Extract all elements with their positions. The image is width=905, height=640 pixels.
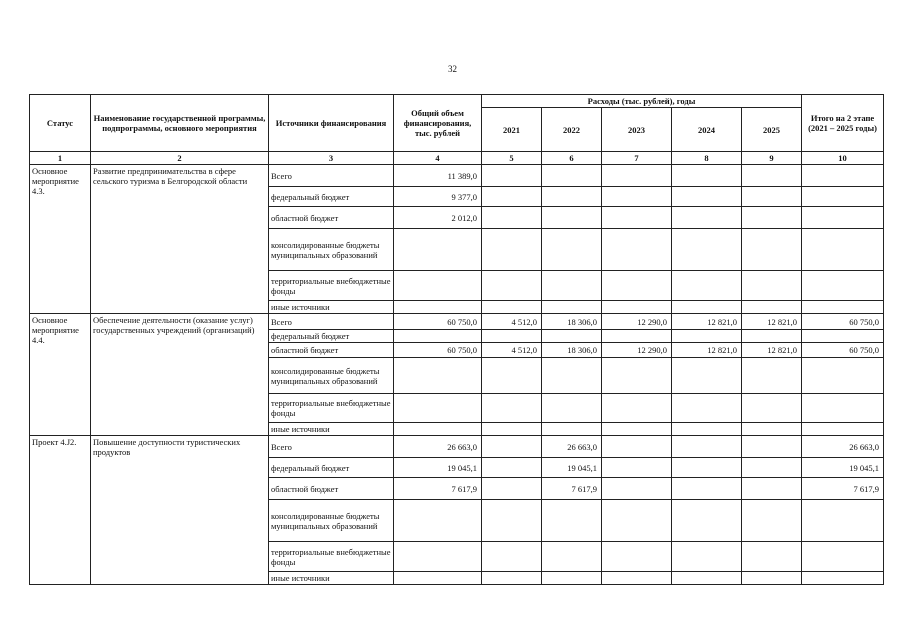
- value-cell: [482, 572, 542, 585]
- value-cell: [542, 301, 602, 314]
- block-status: Основное мероприятие 4.3.: [30, 165, 91, 314]
- value-cell: [542, 207, 602, 229]
- itogo-cell: [802, 187, 884, 207]
- value-cell: [602, 165, 672, 187]
- value-cell: [482, 165, 542, 187]
- column-number: 2: [91, 152, 269, 165]
- total-cell: 60 750,0: [394, 343, 482, 358]
- value-cell: [602, 271, 672, 301]
- source-cell: территориальные внебюджетные фонды: [269, 271, 394, 301]
- value-cell: 12 821,0: [742, 343, 802, 358]
- block-status: Проект 4.J2.: [30, 436, 91, 585]
- value-cell: [602, 572, 672, 585]
- value-cell: [602, 423, 672, 436]
- value-cell: [542, 394, 602, 423]
- source-cell: территориальные внебюджетные фонды: [269, 542, 394, 572]
- itogo-cell: [802, 423, 884, 436]
- value-cell: [482, 330, 542, 343]
- value-cell: 7 617,9: [542, 478, 602, 500]
- value-cell: [482, 207, 542, 229]
- itogo-cell: 60 750,0: [802, 343, 884, 358]
- column-number: 4: [394, 152, 482, 165]
- itogo-cell: [802, 207, 884, 229]
- total-cell: 26 663,0: [394, 436, 482, 458]
- total-cell: [394, 423, 482, 436]
- value-cell: [482, 394, 542, 423]
- value-cell: [602, 358, 672, 394]
- header-itogo: Итого на 2 этапе (2021 – 2025 годы): [802, 95, 884, 152]
- source-cell: консолидированные бюджеты муниципальных образований: [269, 358, 394, 394]
- itogo-cell: [802, 301, 884, 314]
- value-cell: [542, 572, 602, 585]
- block-4-3: [30, 165, 884, 314]
- value-cell: [672, 207, 742, 229]
- table-header: [30, 95, 884, 165]
- header-year: 2021: [482, 108, 542, 152]
- value-cell: [672, 572, 742, 585]
- header-year: 2022: [542, 108, 602, 152]
- value-cell: [672, 301, 742, 314]
- value-cell: [542, 423, 602, 436]
- value-cell: [602, 301, 672, 314]
- financing-table: [29, 94, 884, 585]
- value-cell: [672, 423, 742, 436]
- source-cell: иные источники: [269, 301, 394, 314]
- header-year: 2025: [742, 108, 802, 152]
- source-cell: федеральный бюджет: [269, 187, 394, 207]
- source-cell: федеральный бюджет: [269, 330, 394, 343]
- value-cell: [672, 271, 742, 301]
- value-cell: [602, 394, 672, 423]
- value-cell: [672, 229, 742, 271]
- value-cell: [672, 187, 742, 207]
- value-cell: [482, 542, 542, 572]
- column-number: 8: [672, 152, 742, 165]
- value-cell: [742, 207, 802, 229]
- value-cell: [742, 229, 802, 271]
- source-cell: Всего: [269, 314, 394, 330]
- value-cell: 4 512,0: [482, 314, 542, 330]
- block-name: Повышение доступности туристических продуктов: [91, 436, 269, 585]
- value-cell: [742, 542, 802, 572]
- value-cell: [672, 394, 742, 423]
- source-cell: областной бюджет: [269, 207, 394, 229]
- source-cell: областной бюджет: [269, 343, 394, 358]
- value-cell: [742, 271, 802, 301]
- total-cell: [394, 358, 482, 394]
- value-cell: [742, 330, 802, 343]
- value-cell: [482, 229, 542, 271]
- header-name: Наименование государственной программы, подпрограммы, основного мероприятия: [91, 95, 269, 152]
- column-number: 1: [30, 152, 91, 165]
- value-cell: [672, 542, 742, 572]
- value-cell: 18 306,0: [542, 343, 602, 358]
- total-cell: [394, 394, 482, 423]
- value-cell: [742, 500, 802, 542]
- value-cell: [742, 301, 802, 314]
- value-cell: 12 821,0: [672, 314, 742, 330]
- page-number: 32: [448, 64, 457, 74]
- itogo-cell: [802, 358, 884, 394]
- header-expenses: Расходы (тыс. рублей), годы: [482, 95, 802, 108]
- value-cell: [602, 330, 672, 343]
- source-cell: иные источники: [269, 423, 394, 436]
- value-cell: [602, 478, 672, 500]
- value-cell: [672, 358, 742, 394]
- source-cell: иные источники: [269, 572, 394, 585]
- value-cell: [672, 165, 742, 187]
- value-cell: [542, 271, 602, 301]
- header-year: 2024: [672, 108, 742, 152]
- value-cell: [542, 229, 602, 271]
- value-cell: [672, 330, 742, 343]
- itogo-cell: 7 617,9: [802, 478, 884, 500]
- column-number: 6: [542, 152, 602, 165]
- value-cell: [482, 478, 542, 500]
- column-number: 10: [802, 152, 884, 165]
- value-cell: 18 306,0: [542, 314, 602, 330]
- value-cell: [742, 394, 802, 423]
- total-cell: [394, 330, 482, 343]
- itogo-cell: [802, 165, 884, 187]
- total-cell: 60 750,0: [394, 314, 482, 330]
- itogo-cell: [802, 271, 884, 301]
- total-cell: 9 377,0: [394, 187, 482, 207]
- source-cell: Всего: [269, 436, 394, 458]
- value-cell: [602, 207, 672, 229]
- itogo-cell: [802, 542, 884, 572]
- value-cell: [742, 458, 802, 478]
- value-cell: [482, 358, 542, 394]
- table-row: [30, 165, 884, 187]
- column-number: 3: [269, 152, 394, 165]
- value-cell: 4 512,0: [482, 343, 542, 358]
- itogo-cell: 26 663,0: [802, 436, 884, 458]
- column-number: 9: [742, 152, 802, 165]
- source-cell: федеральный бюджет: [269, 458, 394, 478]
- value-cell: [482, 500, 542, 542]
- total-cell: 2 012,0: [394, 207, 482, 229]
- value-cell: [482, 301, 542, 314]
- header-status: Статус: [30, 95, 91, 152]
- total-cell: [394, 500, 482, 542]
- total-cell: 11 389,0: [394, 165, 482, 187]
- itogo-cell: [802, 394, 884, 423]
- value-cell: [482, 187, 542, 207]
- itogo-cell: [802, 500, 884, 542]
- block-4-4: [30, 314, 884, 436]
- value-cell: [542, 187, 602, 207]
- block-status: Основное мероприятие 4.4.: [30, 314, 91, 436]
- total-cell: [394, 229, 482, 271]
- column-number: 5: [482, 152, 542, 165]
- value-cell: [542, 358, 602, 394]
- value-cell: [542, 500, 602, 542]
- value-cell: [672, 500, 742, 542]
- value-cell: [742, 358, 802, 394]
- header-sources: Источники финансирования: [269, 95, 394, 152]
- source-cell: консолидированные бюджеты муниципальных образований: [269, 229, 394, 271]
- column-number: 7: [602, 152, 672, 165]
- value-cell: 12 821,0: [742, 314, 802, 330]
- value-cell: [742, 436, 802, 458]
- value-cell: [742, 423, 802, 436]
- value-cell: [602, 229, 672, 271]
- value-cell: 12 290,0: [602, 343, 672, 358]
- total-cell: 19 045,1: [394, 458, 482, 478]
- itogo-cell: 60 750,0: [802, 314, 884, 330]
- total-cell: 7 617,9: [394, 478, 482, 500]
- value-cell: [602, 458, 672, 478]
- value-cell: [742, 187, 802, 207]
- value-cell: [542, 330, 602, 343]
- value-cell: [602, 436, 672, 458]
- source-cell: Всего: [269, 165, 394, 187]
- value-cell: [482, 436, 542, 458]
- value-cell: [672, 458, 742, 478]
- source-cell: консолидированные бюджеты муниципальных образований: [269, 500, 394, 542]
- value-cell: [482, 458, 542, 478]
- itogo-cell: [802, 229, 884, 271]
- itogo-cell: 19 045,1: [802, 458, 884, 478]
- total-cell: [394, 572, 482, 585]
- table-row: [30, 436, 884, 458]
- value-cell: [482, 423, 542, 436]
- value-cell: 12 290,0: [602, 314, 672, 330]
- total-cell: [394, 301, 482, 314]
- value-cell: [542, 542, 602, 572]
- block-4-j2: [30, 436, 884, 585]
- itogo-cell: [802, 330, 884, 343]
- column-numbers-row: [30, 152, 884, 165]
- value-cell: 19 045,1: [542, 458, 602, 478]
- value-cell: [482, 271, 542, 301]
- source-cell: территориальные внебюджетные фонды: [269, 394, 394, 423]
- block-name: Развитие предпринимательства в сфере сельского туризма в Белгородской области: [91, 165, 269, 314]
- table-row: [30, 314, 884, 330]
- total-cell: [394, 271, 482, 301]
- value-cell: [742, 478, 802, 500]
- value-cell: 12 821,0: [672, 343, 742, 358]
- value-cell: [602, 542, 672, 572]
- block-name: Обеспечение деятельности (оказание услуг) государственных учреждений (организаций): [91, 314, 269, 436]
- itogo-cell: [802, 572, 884, 585]
- value-cell: [602, 500, 672, 542]
- header-total: Общий объем финансирования, тыс. рублей: [394, 95, 482, 152]
- value-cell: 26 663,0: [542, 436, 602, 458]
- value-cell: [742, 165, 802, 187]
- value-cell: [542, 165, 602, 187]
- value-cell: [672, 478, 742, 500]
- value-cell: [672, 436, 742, 458]
- total-cell: [394, 542, 482, 572]
- value-cell: [602, 187, 672, 207]
- source-cell: областной бюджет: [269, 478, 394, 500]
- header-year: 2023: [602, 108, 672, 152]
- value-cell: [742, 572, 802, 585]
